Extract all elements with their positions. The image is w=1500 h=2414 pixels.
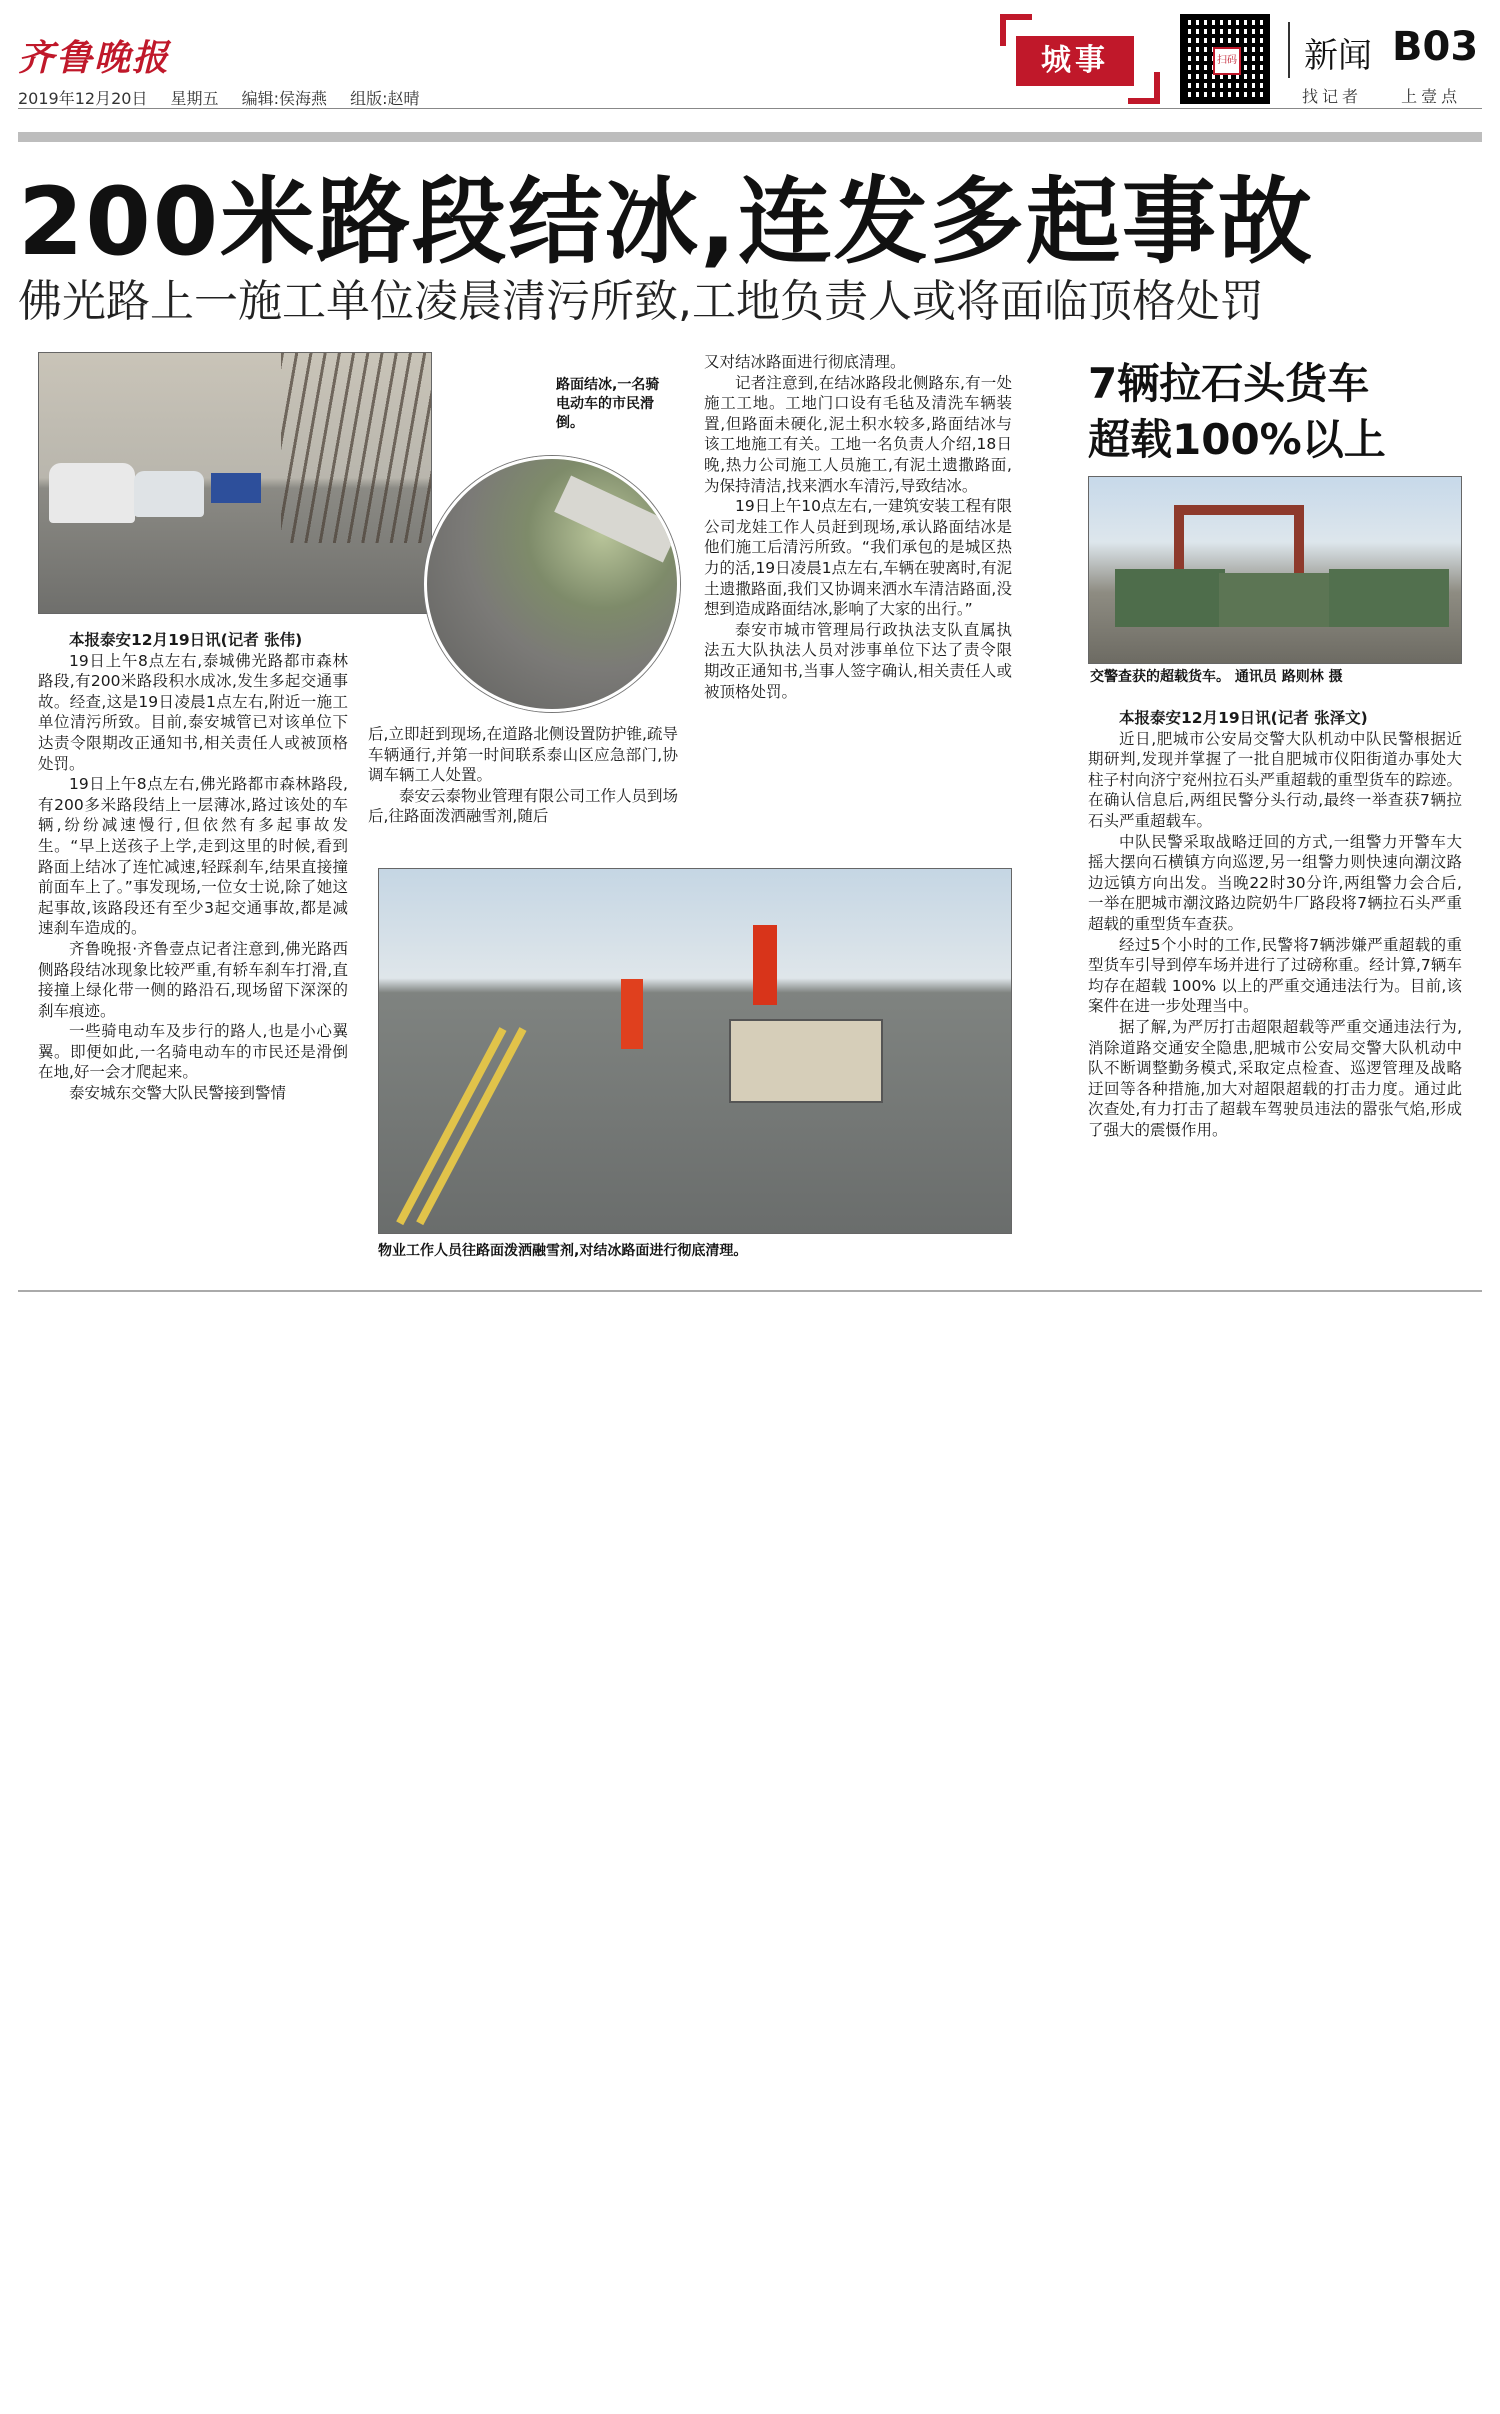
photo-curb [554,476,680,563]
news-label: 新闻 [1304,36,1372,76]
dateline [18,86,438,109]
issue-weekday: 星期五 [170,89,219,108]
photo-car [49,463,135,523]
paragraph: 后,立即赶到现场,在道路北侧设置防护锥,疏导车辆通行,并第一时间联系泰山区应急部门,协调车辆工人处置。 [368,725,678,785]
side-headline [1088,356,1386,468]
photo-lane-line [416,1027,526,1225]
photo-road-sign [211,473,261,503]
paragraph: 19日上午8点左右,佛光路都市森林路段,有200多米路段结上一层薄冰,路过该处的车辆,纷纷减速慢行,但依然有多起事故发生。“早上送孩子上学,走到这里的时候,看到路面上结冰了连忙减速,轻踩刹车,结果直接撞前面车上了。”事发现场,一位女士说,除了她这起事故,该路段还有至少3起交通事故,都是减速刹车造成的。 [38,775,348,938]
paragraph: 19日上午8点左右,泰城佛光路都市森林路段,有200米路段积水成冰,发生多起交通事故。经查,这是19日凌晨1点左右,附近一施工单位清污所致。目前,泰安城管已对该单位下达责令限期改正通知书,相关责任人或被顶格处罚。 [38,651,348,773]
paragraph: 泰安市城市管理局行政执法支队直属执法五大队执法人员对涉事单位下达了责令限期改正通知书,当事人签字确认,相关责任人或被顶格处罚。 [704,620,1012,701]
photo-truck [1329,569,1449,627]
qr-center-mark: 扫码 [1213,47,1241,75]
photo-truck [1115,569,1225,627]
photo-trees [281,353,431,543]
paragraph: 记者注意到,在结冰路段北侧路东,有一处施工工地。工地门口设有毛毡及清洗车辆装置,但路面未硬化,泥土积水较多,路面结冰与该工地施工有关。工地一名负责人介绍,18日晚,热力公司施工人员施工,有泥土遗撒路面,为保持清洁,找来洒水车清污,导致结冰。 [704,373,1012,495]
paragraph: 齐鲁晚报·齐鲁壹点记者注意到,佛光路西侧路段结冰现象比较严重,有轿车刹车打滑,直接撞上绿化带一侧的路沿石,现场留下深深的刹车痕迹。 [38,939,348,1020]
photo-caption-ice: 路面结冰,一名骑电动车的市民滑倒。 [556,377,660,431]
paragraph: 泰安云泰物业管理有限公司工作人员到场后,往路面泼洒融雪剂,随后 [368,786,679,826]
newspaper-logo: 齐鲁晚报 [18,37,171,79]
tagline [1302,84,1491,107]
editor-credit: 编辑:侯海燕 [241,89,328,108]
photo-caption-trucks: 交警查获的超载货车。 通讯员 路则林 摄 [1090,669,1343,685]
overloaded-trucks-photo [1088,476,1462,664]
photo-lane-line [396,1027,506,1225]
layout-credit: 组版:赵晴 [350,89,420,108]
tagline-right: 上壹点 [1401,87,1462,106]
paragraph: 19日上午10点左右,一建筑安装工程有限公司龙娃工作人员赶到现场,承认路面结冰是他们施工后清污所致。“我们承包的是城区热力的活,19日凌晨1点左右,车辆在驶离时,有泥土遗撒路面,我们又协调来洒水车清洁路面,没想到造成路面结冰,影响了大家的出行。” [704,497,1012,619]
photo-worker [753,925,777,1005]
main-headline: 200米路段结冰,连发多起事故 [18,168,1314,277]
article-column-1 [38,630,348,1104]
masthead-divider [1288,22,1290,78]
paragraph: 又对结冰路面进行彻底清理。 [704,353,906,371]
paragraph: 一些骑电动车及步行的路人,也是小心翼翼。即便如此,一名骑电动车的市民还是滑倒在地,好一会才爬起来。 [38,1022,348,1082]
header-rule [18,108,1482,109]
road-cleanup-photo [378,868,1012,1234]
section-tag [1000,14,1160,104]
photo-truck [1219,573,1329,627]
byline: 本报泰安12月19日讯(记者 张伟) [69,631,303,649]
side-article-column [1088,708,1462,1140]
page-number: B03 [1392,24,1479,70]
paragraph: 据了解,为严厉打击超限超载等严重交通违法行为,消除道路交通安全隐患,肥城市公安局交警大队机动中队不断调整勤务模式,采取定点检查、巡逻管理及战略迂回等各种措施,加大对超限超载的打击力度。通过此次查处,有力打击了超载车驾驶员违法的嚣张气焰,形成了强大的震慑作用。 [1088,1017,1462,1139]
icy-road-photo [38,352,432,614]
paragraph: 近日,肥城市公安局交警大队机动中队民警根据近期研判,发现并掌握了一批自肥城市仪阳街道办事处大柱子村向济宁兖州拉石头严重超载的重型货车的踪迹。在确认信息后,两组民警分头行动,最终一举查获7辆拉石头严重超载车。 [1088,729,1462,830]
paragraph: 泰安城东交警大队民警接到警情 [69,1084,287,1103]
tagline-left: 找记者 [1302,87,1363,106]
article-column-3 [704,352,1012,702]
photo-truck [729,1019,883,1103]
side-headline-line-1: 7辆拉石头货车 [1088,359,1370,408]
paragraph: 经过5个小时的工作,民警将7辆涉嫌严重超载的重型货车引导到停车场并进行了过磅称重。经计算,7辆车均存在超载 100% 以上的严重交通违法行为。目前,该案件在进一步处理当中。 [1088,935,1462,1016]
header-band [18,132,1482,142]
content-bottom-rule [18,1290,1482,1292]
photo-car-2 [134,471,204,517]
photo-worker [621,979,643,1049]
byline: 本报泰安12月19日讯(记者 张泽文) [1119,709,1368,727]
issue-date: 2019年12月20日 [18,89,148,108]
road-ice-closeup-photo [424,456,680,712]
side-headline-line-2: 超载100%以上 [1088,415,1386,464]
article-column-2 [368,724,678,827]
photo-caption-cleanup: 物业工作人员往路面泼洒融雪剂,对结冰路面进行彻底清理。 [378,1243,748,1259]
main-subhead: 佛光路上一施工单位凌晨清污所致,工地负责人或将面临顶格处罚 [18,276,1264,327]
section-label: 城事 [1016,36,1134,86]
paragraph: 中队民警采取战略迂回的方式,一组警力开警车大摇大摆向石横镇方向巡逻,另一组警力则快速向潮汶路边远镇方向出发。当晚22时30分许,两组警力会合后,一举在肥城市潮汶路边院奶牛厂路段将7辆拉石头严重超载的重型货车查获。 [1088,832,1462,933]
